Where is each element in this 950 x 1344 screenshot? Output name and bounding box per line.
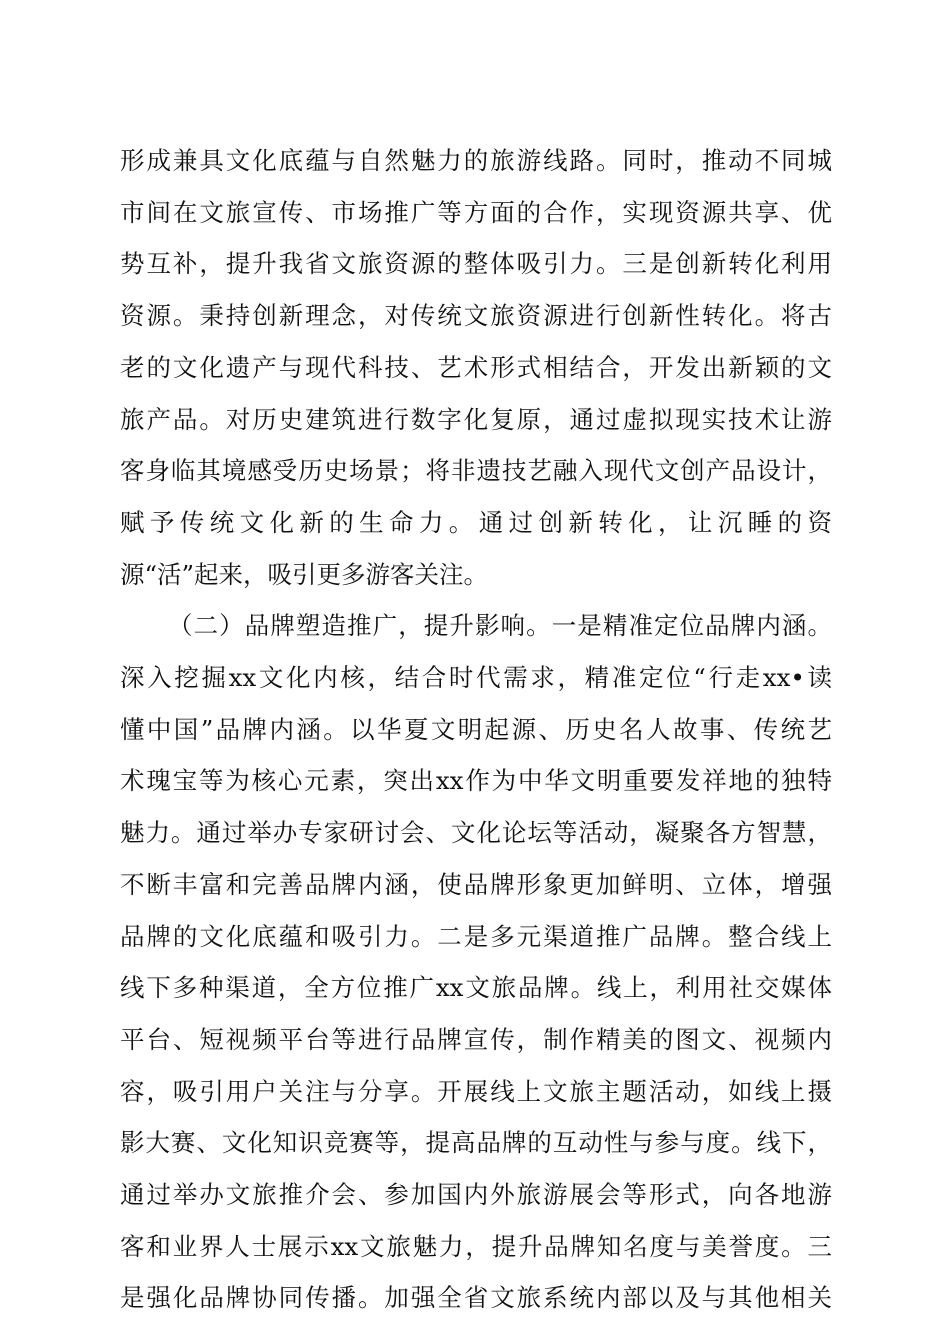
paragraph-line: 资源。秉持创新理念，对传统文旅资源进行创新性转化。将古: [120, 301, 832, 331]
paragraph-line: 老的文化遗产与现代科技、艺术形式相结合，开发出新颖的文: [120, 352, 832, 382]
paragraph-line: 魅力。通过举办专家研讨会、文化论坛等活动，凝聚各方智慧，: [120, 818, 832, 848]
paragraph-line: 平台、短视频平台等进行品牌宣传，制作精美的图文、视频内: [120, 1024, 832, 1054]
paragraph-line: 势互补，提升我省文旅资源的整体吸引力。三是创新转化利用: [120, 249, 832, 279]
paragraph-line: 形成兼具文化底蕴与自然魅力的旅游线路。同时，推动不同城: [120, 146, 832, 175]
paragraph-line: 线下多种渠道，全方位推广xx文旅品牌。线上，利用社交媒体: [120, 973, 832, 1003]
paragraph-line: 客和业界人士展示xx文旅魅力，提升品牌知名度与美誉度。三: [120, 1231, 832, 1261]
paragraph-line: 客身临其境感受历史场景；将非遗技艺融入现代文创产品设计，: [120, 456, 832, 486]
paragraph-line: 影大赛、文化知识竞赛等，提高品牌的互动性与参与度。线下，: [120, 1128, 832, 1158]
paragraph-line: 容，吸引用户关注与分享。开展线上文旅主题活动，如线上摄: [120, 1076, 832, 1106]
paragraph-line: 市间在文旅宣传、市场推广等方面的合作，实现资源共享、优: [120, 197, 832, 227]
paragraph-line: 是强化品牌协同传播。加强全省文旅系统内部以及与其他相关: [120, 1283, 832, 1313]
paragraph-line: 懂中国”品牌内涵。以华夏文明起源、历史名人故事、传统艺: [120, 714, 832, 744]
paragraph-line: 不断丰富和完善品牌内涵，使品牌形象更加鲜明、立体，增强: [120, 869, 832, 899]
paragraph-line: 品牌的文化底蕴和吸引力。二是多元渠道推广品牌。整合线上: [120, 921, 832, 951]
paragraph-line: 深入挖掘xx文化内核，结合时代需求，精准定位“行走xx•读: [120, 663, 832, 692]
paragraph-line: 旅产品。对历史建筑进行数字化复原，通过虚拟现实技术让游: [120, 404, 832, 434]
paragraph-line: 术瑰宝等为核心元素，突出xx作为中华文明重要发祥地的独特: [120, 766, 832, 796]
section-heading-line: （二）品牌塑造推广，提升影响。一是精准定位品牌内涵。: [168, 611, 832, 641]
paragraph-line: 通过举办文旅推介会、参加国内外旅游展会等形式，向各地游: [120, 1180, 832, 1209]
paragraph-line: 赋予传统文化新的生命力。通过创新转化，让沉睡的资: [120, 507, 832, 537]
paragraph-line: 源“活”起来，吸引更多游客关注。: [120, 559, 489, 589]
